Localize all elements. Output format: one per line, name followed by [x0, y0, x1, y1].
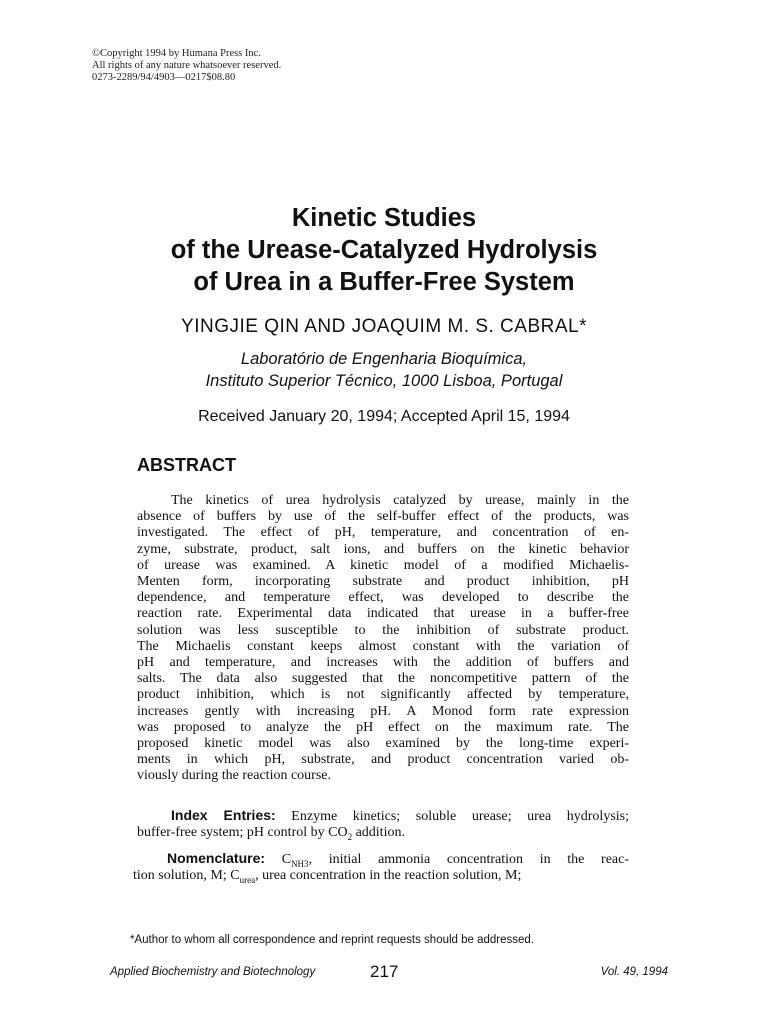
affiliation: [0, 348, 768, 392]
abstract-line: salts. The data also suggested that the noncompetitive pattern of the: [137, 671, 629, 687]
abstract-line: The kinetics of urea hydrolysis catalyzed by urease, mainly in the: [171, 493, 629, 508]
copyright-notice: [92, 48, 281, 84]
symbol: C: [281, 852, 292, 867]
nomenclature-text: tion solution, M;: [133, 868, 231, 884]
abstract-line: Menten form, incorporating substrate and product inhibition, pH: [137, 574, 629, 590]
received-accepted-dates: Received January 20, 1994; Accepted April 15, 1994: [198, 408, 570, 425]
abstract-line: increases gently with increasing pH. A Monod form rate expression: [137, 703, 629, 719]
abstract-line: of urease was examined. A kinetic model of a modified Michaelis-: [137, 557, 629, 573]
symbol: C: [230, 868, 240, 884]
index-entries-text: buffer-free system; pH control by CO: [137, 825, 348, 841]
abstract-line: dependence, and temperature effect, was developed to describe the: [137, 590, 629, 606]
nomenclature-text: , initial ammonia concentration in the reac-: [308, 852, 630, 867]
page-number: 217: [370, 962, 399, 981]
subscript: 2: [347, 832, 353, 842]
affiliation-line: Instituto Superior Técnico, 1000 Lisboa, Portugal: [205, 372, 563, 390]
author-footnote: *Author to whom all correspondence and reprint requests should be addressed.: [130, 934, 535, 946]
subscript: urea: [239, 875, 256, 885]
nomenclature-label: Nomenclature:: [167, 850, 266, 866]
abstract-line: The Michaelis constant keeps almost constant with the variation of: [137, 638, 629, 654]
title-line: of the Urease-Catalyzed Hydrolysis: [170, 236, 598, 264]
abstract-line: was proposed to analyze the pH effect on the maximum rate. The: [137, 719, 629, 735]
abstract-line: investigated. The effect of pH, temperature, and concentration of en-: [137, 525, 629, 541]
index-entries-text: Enzyme kinetics; soluble urease; urea hydrolysis;: [291, 809, 629, 824]
journal-name: Applied Biochemistry and Biotechnology: [110, 966, 316, 978]
abstract-heading: ABSTRACT: [137, 455, 236, 475]
affiliation-line: Laboratório de Engenharia Bioquímica,: [240, 350, 528, 368]
abstract-line: product inhibition, which is not significantly affected by temperature,: [137, 687, 629, 703]
nomenclature: [133, 850, 629, 884]
rights-line: All rights of any nature whatsoever reserved.: [92, 60, 282, 71]
issn-line: 0273-2289/94/4903—0217$08.80: [92, 72, 236, 83]
copyright-line: ©Copyright 1994 by Humana Press Inc.: [92, 48, 261, 59]
index-entries: [137, 807, 629, 841]
abstract-line: reaction rate. Experimental data indicated that urease in a buffer-free: [137, 606, 629, 622]
index-entries-text: addition.: [352, 825, 405, 841]
index-entries-label: Index Entries:: [171, 807, 276, 823]
paper-title: [0, 202, 768, 298]
abstract-line: pH and temperature, and increases with the addition of buffers and: [137, 655, 629, 671]
nomenclature-text: , urea concentration in the reaction solution, M;: [255, 868, 522, 884]
abstract-line: absence of buffers by use of the self-buffer effect of the products, was: [137, 509, 629, 525]
abstract-line: proposed kinetic model was also examined by the long-time experi-: [137, 736, 629, 752]
title-line: Kinetic Studies: [291, 204, 477, 232]
abstract-line: viously during the reaction course.: [137, 768, 332, 784]
volume-year: Vol. 49, 1994: [600, 966, 668, 978]
abstract-body: [137, 493, 629, 785]
abstract-line: solution was less susceptible to the inhibition of substrate product.: [137, 622, 629, 638]
abstract-line: zyme, substrate, product, salt ions, and buffers on the kinetic behavior: [137, 541, 629, 557]
abstract-line: ments in which pH, substrate, and product concentration varied ob-: [137, 752, 629, 768]
subscript: NH3: [291, 858, 309, 869]
title-line: of Urea in a Buffer-Free System: [193, 268, 575, 296]
authors: YINGJIE QIN AND JOAQUIM M. S. CABRAL*: [181, 316, 587, 337]
